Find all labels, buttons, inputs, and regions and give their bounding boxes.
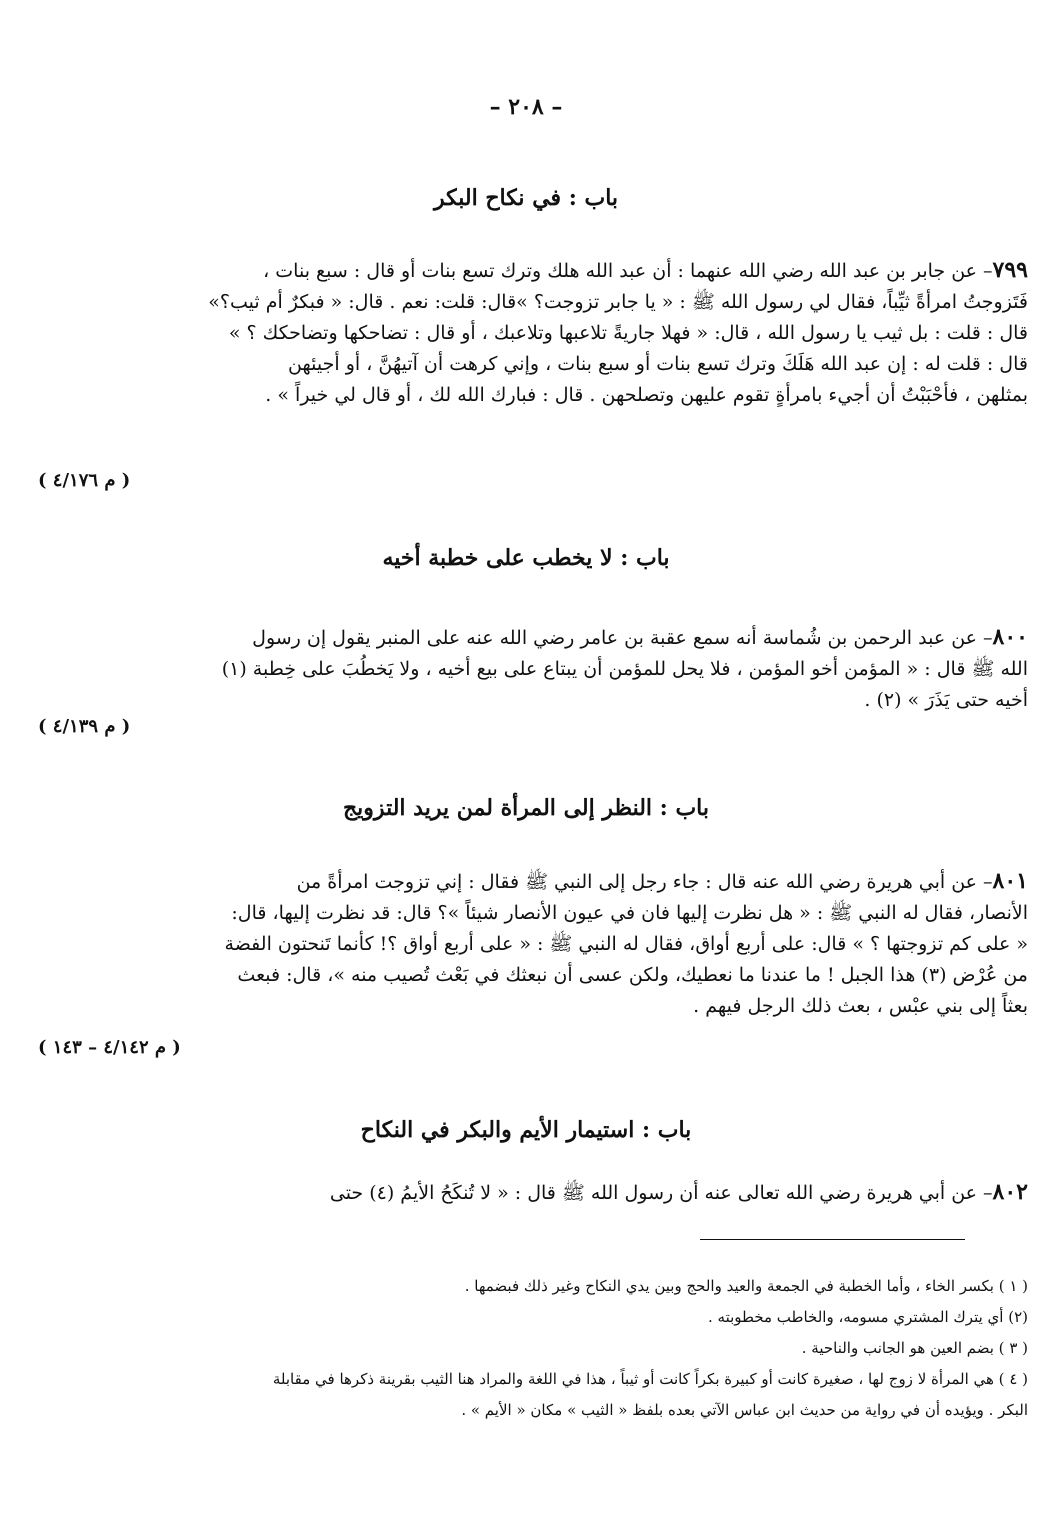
hadith-line: ٨٠٢– عن أبي هريرة رضي الله تعالى عنه أن رسول الله ﷺ قال : « لا تُنكَحُ الأيمُ (٤) حتى — [329, 1179, 1028, 1205]
hadith-line: من عُرْض (٣) هذا الجبل ! ما عندنا ما نعطيك، ولكن عسى أن نبعثك في بَعْث تُصيب منه »، قال: فبعث — [237, 964, 1028, 986]
hadith-line: ٨٠٠– عن عبد الرحمن بن شُماسة أنه سمع عقبة بن عامر رضي الله عنه على المنبر يقول إن رسول — [252, 624, 1028, 650]
footnote: ( ٤ ) هي المرأة لا زوج لها ، صغيرة كانت أو كبيرة بكراً كانت أو ثيباً ، هذا في اللغة والمراد هنا الثيب بقرينة ذكرها في مقابلة — [272, 1370, 1028, 1388]
footnotes — [28, 1271, 1028, 1426]
page-number: – ٢٠٨ – — [489, 94, 563, 120]
hadith-paragraph — [28, 622, 1028, 716]
hadith-number: ٨٠٢ — [992, 1179, 1028, 1205]
footnote-divider — [700, 1239, 965, 1240]
hadith-line: فَتَزوجتُ امرأةً ثيِّباً، فقال لي رسول الله ﷺ : « يا جابر تزوجت؟ »قال: قلت: نعم . قال: « فبكرٌ أم ثيب؟» — [208, 291, 1028, 313]
chapter-heading: باب : استيمار الأيم والبكر في النكاح — [360, 1117, 692, 1143]
chapter-heading: باب : النظر إلى المرأة لمن يريد التزويج — [342, 795, 710, 821]
hadith-line: قال : قلت : بل ثيب يا رسول الله ، قال: « فهلا جاريةً تلاعبها وتلاعبك ، أو قال : تضاحكها وتضاحكك ؟ » — [228, 322, 1028, 344]
hadith-line: ٨٠١– عن أبي هريرة رضي الله عنه قال : جاء رجل إلى النبي ﷺ فقال : إني تزوجت امرأةً من — [296, 868, 1028, 894]
hadith-paragraph — [28, 1177, 1028, 1209]
footnote: (٢) أي يترك المشتري مسومه، والخاطب مخطوبته . — [707, 1308, 1028, 1326]
hadith-line: « على كم تزوجتها ؟ » قال: على أربع أواق، فقال له النبي ﷺ : « على أربع أواق ؟! كأنما تَنحتون الفضة — [224, 933, 1028, 955]
hadith-line: ٧٩٩– عن جابر بن عبد الله رضي الله عنهما : أن عبد الله هلك وترك تسع بنات أو قال : سبع بنات ، — [263, 257, 1028, 283]
source-reference: ( م ٤/١٣٩ ) — [38, 716, 131, 737]
footnote: ( ٣ ) بضم العين هو الجانب والناحية . — [801, 1339, 1028, 1357]
chapter-heading: باب : في نكاح البكر — [433, 185, 619, 211]
hadith-line: قال : قلت له : إن عبد الله هَلَكَ وترك تسع بنات أو سبع بنات ، وإني كرهت أن آتيهُنَّ ، أو أجيئهن — [287, 353, 1028, 375]
footnote: ( ١ ) بكسر الخاء ، وأما الخطبة في الجمعة والعيد والحج وبين يدي النكاح وغير ذلك فبضمها . — [464, 1277, 1028, 1295]
footnote: البكر . ويؤيده أن في رواية من حديث ابن عباس الآتي بعده بلفظ « الثيب » مكان « الأيم » . — [461, 1401, 1028, 1419]
source-reference: ( م ٤/١٧٦ ) — [38, 470, 131, 491]
hadith-number: ٨٠١ — [992, 868, 1028, 894]
hadith-paragraph — [28, 255, 1028, 411]
hadith-line: بمثلهن ، فأحْبَبْتُ أن أجيء بامرأةٍ تقوم عليهن وتصلحهن . قال : فبارك الله لك ، أو قال لي خيراً » . — [265, 384, 1028, 406]
hadith-line: الأنصار، فقال له النبي ﷺ : « هل نظرت إليها فان في عيون الأنصار شيئاً »؟ قال: قد نظرت إليها، قال: — [231, 902, 1028, 924]
hadith-line: بعثاً إلى بني عبْس ، بعث ذلك الرجل فيهم . — [693, 995, 1028, 1017]
hadith-line: الله ﷺ قال : « المؤمن أخو المؤمن ، فلا يحل للمؤمن أن يبتاع على بيع أخيه ، ولا يَخطُبَ على خِطبة (١) — [221, 658, 1028, 680]
hadith-paragraph — [28, 866, 1028, 1022]
chapter-heading: باب : لا يخطب على خطبة أخيه — [382, 545, 670, 571]
hadith-number: ٧٩٩ — [992, 257, 1028, 283]
source-reference: ( م ٤/١٤٢ – ١٤٣ ) — [38, 1037, 181, 1058]
hadith-line: أخيه حتى يَذَرَ » (٢) . — [864, 689, 1028, 711]
hadith-number: ٨٠٠ — [992, 624, 1028, 650]
